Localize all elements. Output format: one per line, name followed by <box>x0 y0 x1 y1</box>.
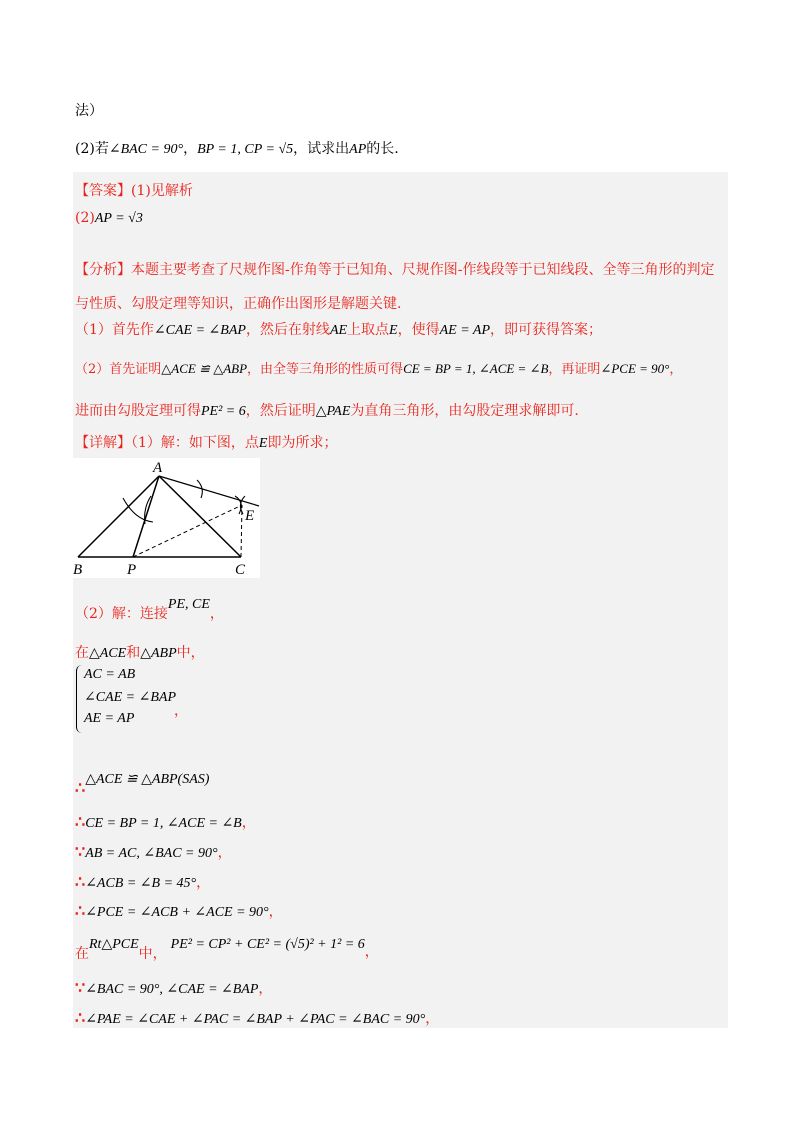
analysis-text: 本题主要考查了尺规作图-作角等于已知角、尺规作图-作线段等于已知线段、全等三角形的判定 <box>131 262 715 278</box>
analysis-text: ，再证明 <box>548 362 601 377</box>
system-eq2: ∠CAE = ∠BAP <box>84 690 177 705</box>
therefore-symbol: ∴ <box>75 1008 86 1027</box>
math-expression: AB = AC, ∠BAC = 90° <box>85 846 218 861</box>
math-expression: Rt△PCE <box>89 937 139 952</box>
punct: ， <box>183 141 198 157</box>
math-expression: ∠ACB = ∠B = 45° <box>85 876 197 891</box>
analysis-text: （1）首先作 <box>75 322 154 338</box>
punct: ， <box>241 815 256 831</box>
solution-text: （2）解：连接 <box>75 606 168 622</box>
solution-line10 <box>75 1008 439 1028</box>
therefore-symbol: ∴ <box>75 901 86 920</box>
geometry-figure <box>73 458 260 578</box>
math-expression: ∠BAC = 90°, ∠CAE = ∠BAP <box>85 982 259 997</box>
equation-brace <box>76 665 83 733</box>
analysis-text: ，由全等三角形的性质可得 <box>247 362 404 377</box>
solution-text: 在 <box>75 645 89 661</box>
question-part2 <box>75 138 399 158</box>
answer-part2 <box>75 210 143 227</box>
math-expression: ∠PCE = ∠ACB + ∠ACE = 90° <box>85 905 269 920</box>
answer-label: 【答案】 <box>75 183 131 199</box>
solution-text: 中， <box>176 645 205 661</box>
punct: ， <box>258 981 273 997</box>
analysis-text: ，然后在射线 <box>245 322 330 338</box>
analysis-text: ，即可获得答案； <box>490 322 603 338</box>
math-expression: ∠CAE = ∠BAP <box>153 323 246 338</box>
vertex-label-a: A <box>153 460 163 476</box>
detail-text: 即为所求； <box>267 435 338 451</box>
given-lengths: BP = 1, CP = √5 <box>197 142 294 157</box>
solution-line1 <box>75 597 224 623</box>
system-eq3: AE = AP <box>84 711 135 726</box>
vertex-label-c: C <box>235 562 246 578</box>
analysis-label: 【分析】 <box>75 262 131 278</box>
answer-line <box>75 180 193 200</box>
analysis-line5 <box>75 400 579 420</box>
system-eq1: AC = AB <box>84 667 136 682</box>
math-expression: ∠PAE = ∠CAE + ∠PAC = ∠BAP + ∠PAC = ∠BAC = 90° <box>85 1012 426 1027</box>
punct: ， <box>268 904 283 920</box>
solution-line3 <box>75 768 210 797</box>
math-expression: AE <box>329 323 348 338</box>
solution-line4 <box>75 812 256 832</box>
solution-text: 中， <box>138 946 167 962</box>
analysis-line2: 与性质、勾股定理等知识，正确作出图形是解题关键. <box>75 296 402 312</box>
analysis-line3 <box>75 319 602 339</box>
solution-line7 <box>75 901 283 921</box>
punct: ， <box>364 944 379 960</box>
answer-part2-prefix: (2) <box>75 210 95 226</box>
punct: ， <box>425 1011 440 1027</box>
punct: ， <box>196 875 211 891</box>
answer-value: AP = √3 <box>94 211 143 226</box>
vertex-label-b: B <box>73 562 83 578</box>
solution-line5 <box>75 842 232 862</box>
analysis-text: 进而由勾股定理可得 <box>75 403 201 419</box>
given-angle: ∠BAC = 90° <box>108 142 184 157</box>
math-expression: PE, CE <box>167 597 210 612</box>
because-symbol: ∵ <box>75 842 86 861</box>
math-expression: △ACE ≌ △ABP <box>161 361 248 376</box>
analysis-text: （2）首先证明 <box>75 362 162 377</box>
analysis-line1 <box>75 259 714 279</box>
vertex-label-e: E <box>245 508 255 524</box>
therefore-symbol: ∴ <box>75 812 86 831</box>
vertex-label-p: P <box>127 562 137 578</box>
solution-text: 和 <box>126 645 141 661</box>
math-expression: E <box>389 323 398 338</box>
math-expression: CE = BP = 1, ∠ACE = ∠B <box>85 816 242 831</box>
question-fragment: 法） <box>75 103 103 119</box>
math-expression: △PAE <box>315 404 351 419</box>
solution-line8 <box>75 933 379 962</box>
analysis-text: ，使得 <box>397 322 440 338</box>
answer-part1: (1)见解析 <box>131 183 193 199</box>
math-expression: △ABP <box>140 646 177 661</box>
therefore-symbol: ∴ <box>75 778 86 797</box>
math-expression: PE² = 6 <box>201 404 246 419</box>
analysis-text: 上取点 <box>347 322 390 338</box>
analysis-text: ， <box>669 362 683 377</box>
analysis-text: ，然后证明 <box>245 403 316 419</box>
math-expression: △ACE ≌ △ABP(SAS) <box>85 772 210 787</box>
math-expression: AE = AP <box>439 323 491 338</box>
system-comma: ， <box>174 703 188 719</box>
detail-text: （1）解：如下图，点 <box>131 435 259 451</box>
analysis-line4 <box>75 358 682 377</box>
math-expression: PE² = CP² + CE² = (√5)² + 1² = 6 <box>170 937 365 952</box>
question-text: 的长. <box>366 141 399 157</box>
question-part2-prefix: (2)若 <box>75 141 109 157</box>
question-text: ，试求出 <box>293 141 350 157</box>
math-expression: ∠PCE = 90° <box>600 361 670 376</box>
detail-label: 【详解】 <box>75 435 131 451</box>
solution-text: 在 <box>75 946 89 962</box>
solution-text: ， <box>209 606 224 622</box>
math-expression: CE = BP = 1, ∠ACE = ∠B <box>403 361 549 376</box>
solution-line2 <box>75 642 205 662</box>
target-segment: AP <box>349 142 367 157</box>
analysis-text: 为直角三角形，由勾股定理求解即可. <box>350 403 579 419</box>
detail-line1 <box>75 432 337 452</box>
therefore-symbol: ∴ <box>75 872 86 891</box>
math-expression: △ACE <box>89 646 127 661</box>
solution-line6 <box>75 872 210 892</box>
because-symbol: ∵ <box>75 978 86 997</box>
punct: ， <box>217 845 232 861</box>
math-expression: E <box>258 436 268 451</box>
solution-line9 <box>75 978 272 998</box>
